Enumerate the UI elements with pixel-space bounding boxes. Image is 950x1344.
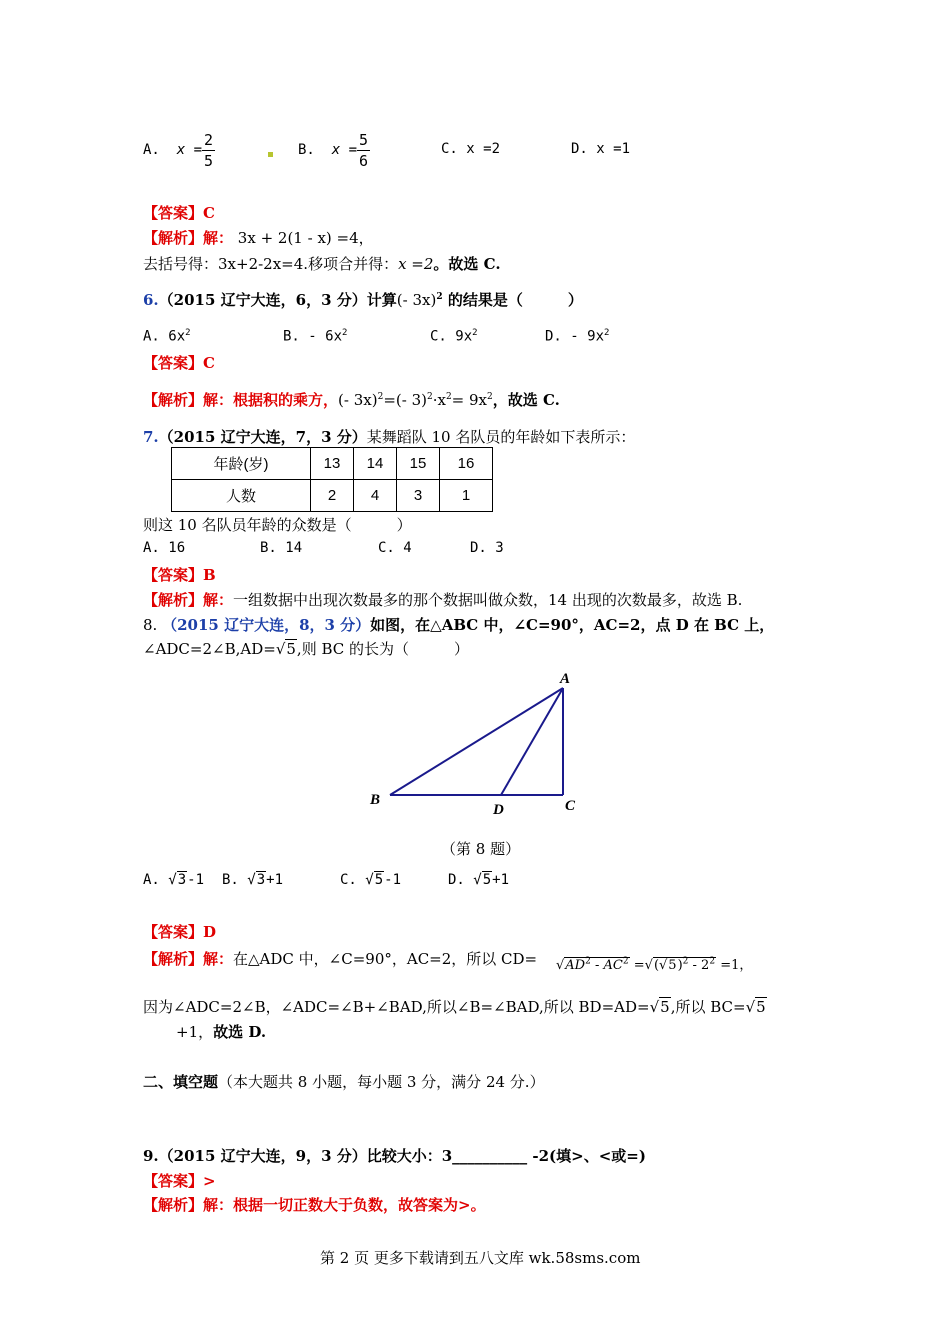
figure-caption: （第 8 题） bbox=[441, 840, 521, 858]
q9-answer: 【答案】> bbox=[143, 1172, 216, 1190]
q9-stem: 9.（2015 辽宁大连，9，3 分）比较大小：3__________ -2(填>、<或=) bbox=[143, 1147, 646, 1165]
q7-option-c: C. 4 bbox=[378, 540, 412, 556]
q8-option-c: C. √5-1 bbox=[340, 872, 402, 888]
table-cell: 13 bbox=[311, 448, 354, 480]
label-b: B bbox=[370, 792, 381, 808]
q5-analysis: 【解析】解： 3x + 2(1 - x) =4， bbox=[143, 229, 374, 247]
q8-stem-1: 8. （2015 辽宁大连，8，3 分）如图，在△ABC 中，∠C=90°，AC=2，点 D 在 BC 上， bbox=[143, 616, 775, 634]
q8-stem-2: ∠ADC=2∠B,AD=√5,则 BC 的长为（ ） bbox=[143, 640, 470, 658]
table-cell: 2 bbox=[311, 480, 354, 512]
table-cell: 15 bbox=[397, 448, 440, 480]
table-header-cell: 年龄(岁) bbox=[172, 448, 311, 480]
q8-analysis-line3: +1，故选 D. bbox=[176, 1023, 267, 1041]
table-row bbox=[172, 480, 493, 512]
label-a: A bbox=[560, 671, 571, 687]
q8-option-a: A. √3-1 bbox=[143, 872, 205, 888]
q8-analysis-line2: 因为∠ADC=2∠B，∠ADC=∠B+∠BAD,所以∠B=∠BAD,所以 BD=AD=√5,所以 BC=√5 bbox=[143, 998, 766, 1016]
q6-option-c: C. $9x^2$ bbox=[430, 328, 478, 345]
table-header-cell: 人数 bbox=[172, 480, 311, 512]
q8-formula: $√AD^2 - AC^2 =√(√5)^2 - 2^2 =1$， bbox=[556, 956, 753, 973]
table-cell: 16 bbox=[440, 448, 493, 480]
table-cell: 1 bbox=[440, 480, 493, 512]
triangle-figure bbox=[360, 665, 590, 820]
q6-option-b: B. - $6x^2$ bbox=[283, 328, 348, 345]
q5-option-a: A. x = $\frac{2}{5}$ bbox=[143, 130, 214, 170]
q8-option-d: D. √5+1 bbox=[448, 872, 510, 888]
marker-dot bbox=[268, 152, 273, 157]
age-table bbox=[171, 447, 493, 512]
q7-answer: 【答案】B bbox=[143, 566, 216, 584]
page-footer: 第 2 页 更多下载请到五八文库 wk.58sms.com bbox=[320, 1249, 641, 1267]
table-cell: 4 bbox=[354, 480, 397, 512]
q5-option-b: B. x = $\frac{5}{6}$ bbox=[298, 130, 369, 170]
q7-analysis: 【解析】解：一组数据中出现次数最多的那个数据叫做众数，14 出现的次数最多，故选 B. bbox=[143, 591, 743, 609]
q5-option-d: D. x =1 bbox=[571, 141, 631, 157]
q9-analysis: 【解析】解：根据一切正数大于负数，故答案为>。 bbox=[143, 1196, 486, 1214]
q6-analysis: 【解析】解：根据积的乘方，(- 3x)$^2$=(- $3)^2\cdot x^2= 9x^2$，故选 C. bbox=[143, 391, 560, 409]
q5-analysis-line2: 去括号得：3x+2-2x=4.移项合并得：x =2。故选 C. bbox=[143, 255, 501, 273]
q7-option-d: D. 3 bbox=[470, 540, 504, 556]
label-d: D bbox=[493, 802, 504, 818]
q6-option-a: A. $6x^2$ bbox=[143, 328, 191, 345]
q6-stem: 6.（2015 辽宁大连，6，3 分）计算(- 3x)$^2$ 的结果是（ ） bbox=[143, 291, 583, 309]
section-title: 二、填空题（本大题共 8 小题，每小题 3 分，满分 24 分.） bbox=[143, 1073, 545, 1091]
segment-ad bbox=[501, 688, 563, 795]
label-c: C bbox=[565, 798, 576, 814]
q7-option-a: A. 16 bbox=[143, 540, 186, 556]
q5-answer: 【答案】C bbox=[143, 204, 215, 222]
q5-option-c: C. x =2 bbox=[441, 141, 501, 157]
table-cell: 14 bbox=[354, 448, 397, 480]
table-cell: 3 bbox=[397, 480, 440, 512]
q6-option-d: D. - $9x^2$ bbox=[545, 328, 610, 345]
q6-answer: 【答案】C bbox=[143, 354, 215, 372]
q7-option-b: B. 14 bbox=[260, 540, 303, 556]
table-row bbox=[172, 448, 493, 480]
segment-ab bbox=[390, 688, 563, 795]
q8-answer: 【答案】D bbox=[143, 923, 217, 941]
q7-question: 则这 10 名队员年龄的众数是（ ） bbox=[143, 516, 412, 534]
q8-analysis: 【解析】解：在△ADC 中，∠C=90°，AC=2，所以 CD= bbox=[143, 950, 538, 968]
q7-stem: 7.（2015 辽宁大连，7，3 分）某舞蹈队 10 名队员的年龄如下表所示： bbox=[143, 428, 636, 446]
q8-option-b: B. √3+1 bbox=[222, 872, 284, 888]
